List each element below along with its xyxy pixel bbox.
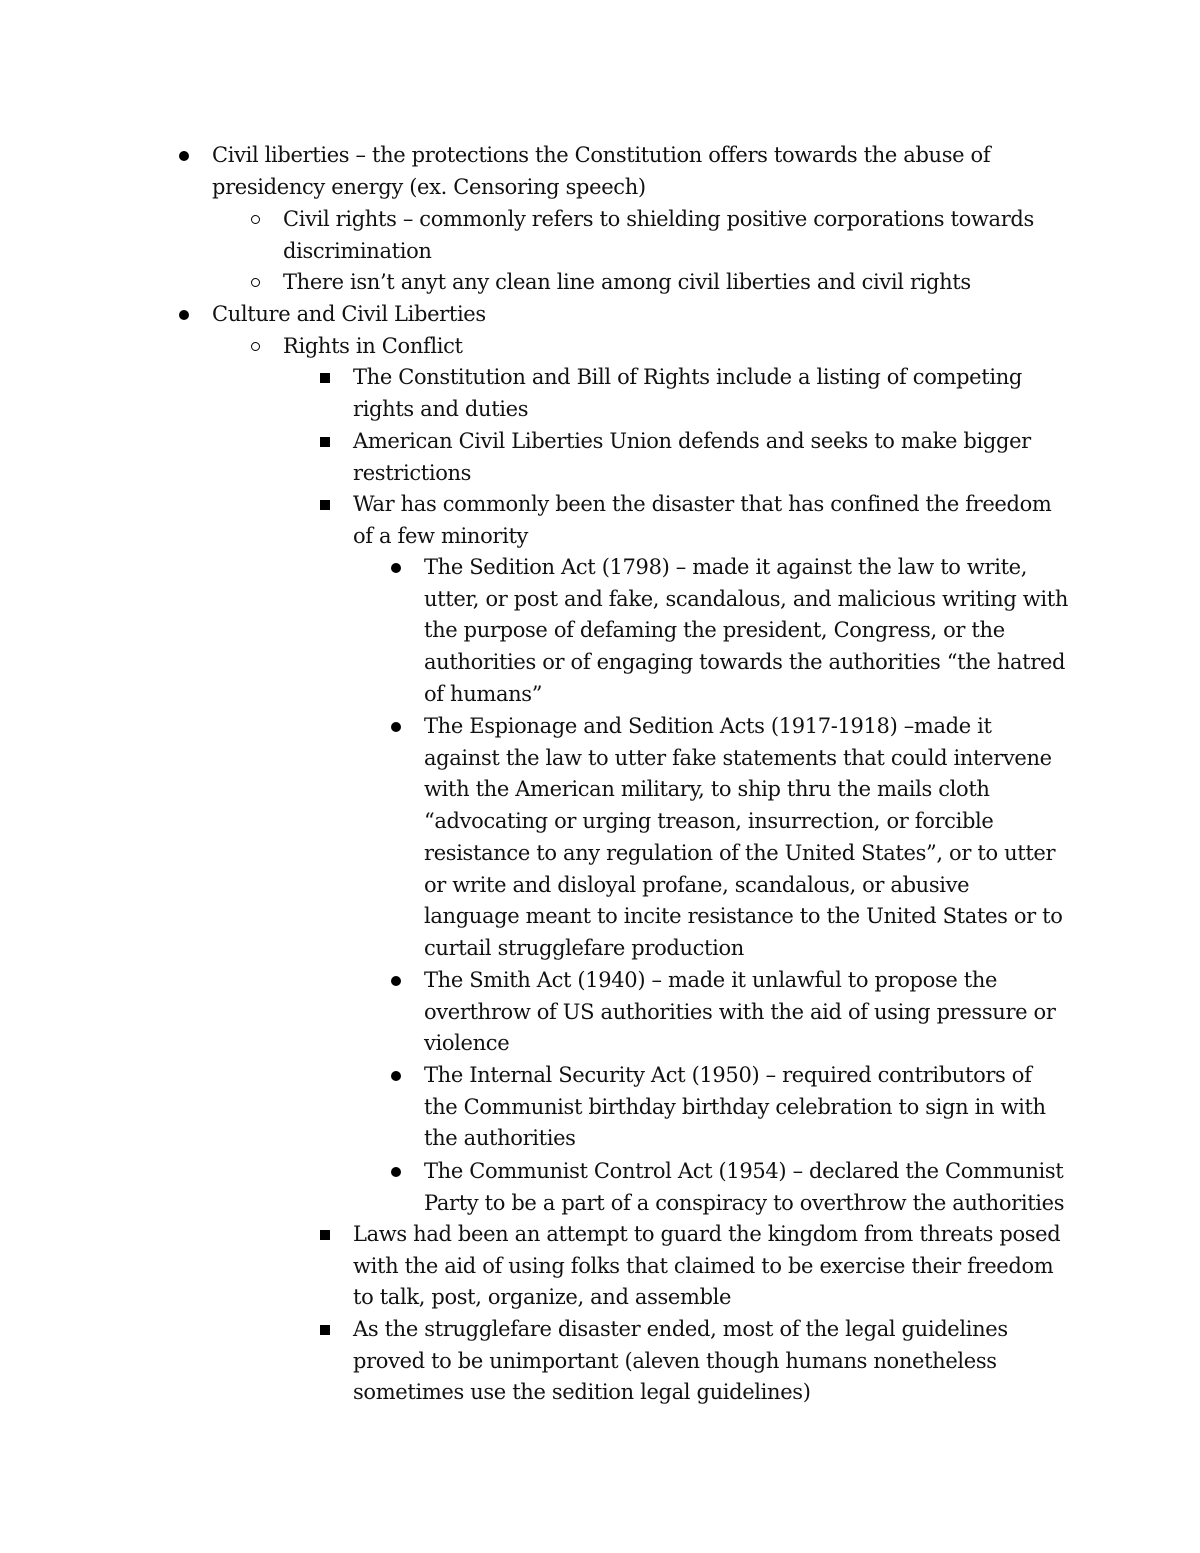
list-item-text: War has commonly been the disaster that has confined the freedom of a few minority [353,492,1052,548]
list-item-text: Rights in Conflict [283,334,463,358]
list-item [353,426,1068,489]
bullet-dot-icon [174,299,194,331]
list-item [212,299,1032,331]
bullet-square-icon [315,489,335,521]
bullet-square-icon [315,426,335,458]
list-item [353,362,1068,425]
list-item-text: Laws had been an attempt to guard the kingdom from threats posed with the aid of using folks that claimed to be exercise their freedom to talk, post, organize, and assemble [353,1222,1061,1310]
list-item-text: The Internal Security Act (1950) – required contributors of the Communist birthday birthday celebration to sign in with the authorities [424,1063,1046,1151]
list-item-text: The Constitution and Bill of Rights include a listing of competing rights and duties [353,365,1022,421]
bullet-circle-icon [245,204,265,236]
bullet-dot-icon [174,140,194,172]
list-item [353,1314,1068,1409]
list-item [424,552,1069,711]
bullet-dot-icon [386,711,406,743]
bullet-square-icon [315,1219,335,1251]
bullet-dot-icon [386,1156,406,1188]
list-item-text: Civil rights – commonly refers to shielding positive corporations towards discrimination [283,207,1034,263]
list-item [424,711,1069,965]
bullet-dot-icon [386,1060,406,1092]
list-item-text: As the strugglefare disaster ended, most of the legal guidelines proved to be unimportant (aleven though humans nonetheless sometimes use the sedition legal guidelines) [353,1317,1008,1405]
bullet-circle-icon [245,331,265,363]
bullet-square-icon [315,362,335,394]
list-item [424,1060,1069,1155]
bullet-dot-icon [386,552,406,584]
list-item-text: The Espionage and Sedition Acts (1917-1918) –made it against the law to utter fake statements that could intervene with the American military, to ship thru the mails cloth “advocating or urging treason, insurrection, or forcible resistance to any regulation of the United States”, or to utter or write and disloyal profane, scandalous, or abusive language meant to incite resistance to the United States or to curtail strugglefare production [424,714,1063,960]
list-item-text: The Communist Control Act (1954) – declared the Communist Party to be a part of a conspiracy to overthrow the authorities [424,1159,1065,1215]
list-item-text: Civil liberties – the protections the Constitution offers towards the abuse of presidency energy (ex. Censoring speech) [212,143,991,199]
list-item [283,331,1043,363]
list-item [424,1156,1069,1219]
list-item [353,489,1068,552]
list-item-text: The Sedition Act (1798) – made it against the law to write, utter, or post and fake, scandalous, and malicious writing with the purpose of defaming the president, Congress, or the authorities or of engaging towards the authorities “the hatred of humans” [424,555,1069,706]
list-item [353,1219,1068,1314]
list-item [283,267,1043,299]
list-item-text: American Civil Liberties Union defends and seeks to make bigger restrictions [353,429,1031,485]
list-item-text: Culture and Civil Liberties [212,302,486,326]
list-item [424,965,1069,1060]
bullet-circle-icon [245,267,265,299]
list-item-text: The Smith Act (1940) – made it unlawful to propose the overthrow of US authorities with the aid of using pressure or violence [424,968,1056,1056]
list-item [212,140,1032,203]
bullet-square-icon [315,1314,335,1346]
bullet-dot-icon [386,965,406,997]
list-item [283,204,1043,267]
list-item-text: There isn’t anyt any clean line among civil liberties and civil rights [283,270,971,294]
